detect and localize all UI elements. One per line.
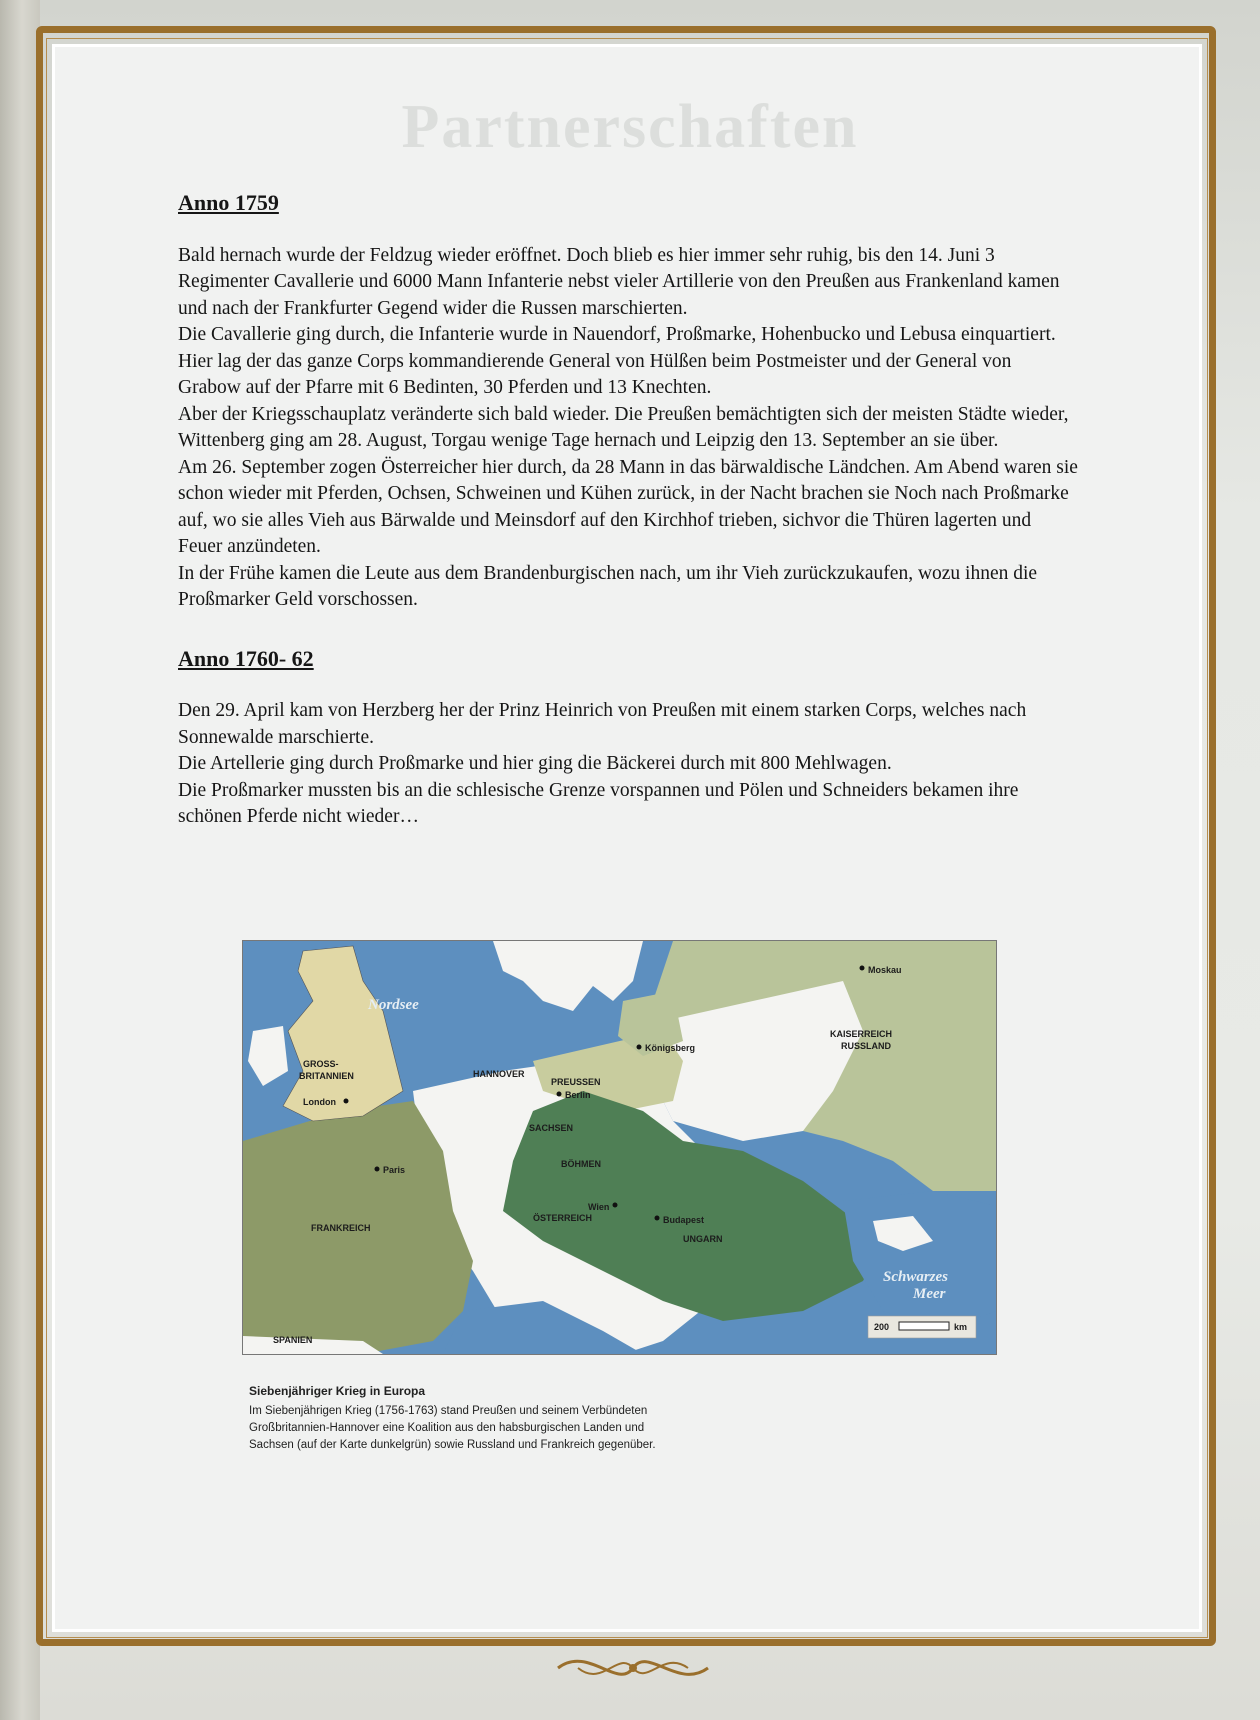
city-dot-koenigsberg [637,1045,642,1050]
map-label-spanien: SPANIEN [273,1335,313,1345]
map-label-oesterreich: ÖSTERREICH [533,1213,593,1223]
paragraph: Die Cavallerie ging durch, die Infanterie wurde in Nauendorf, Proßmarke, Hohenbucko und Lebusa einquartiert. Hier lag der das ganze Corps kommandierende General von Hülßen beim Postmeister und der General von Grabow auf der Pfarre mit 6 Bedinten, 30 Pferden und 13 Knechten. [178,324,1056,398]
section-1759 [178,190,1078,614]
map-label-boehmen: BÖHMEN [561,1159,601,1169]
section-1760-62 [178,646,1078,831]
map-caption [249,1383,1009,1454]
caption-line: Sachsen (auf der Karte dunkelgrün) sowie Russland und Frankreich gegenüber. [249,1439,656,1451]
map-label-gb-1: GROSS- [303,1059,339,1069]
map-label-nordsee: Nordsee [368,997,419,1013]
map-label-kaiserreich-1: KAISERREICH [830,1029,893,1039]
europe-map-figure [242,940,997,1370]
map-label-koenigsberg: Königsberg [645,1043,696,1053]
paragraph: Den 29. April kam von Herzberg her der Prinz Heinrich von Preußen mit einem starken Corps, welches nach Sonnewalde marschierte. [178,700,1027,748]
seven-years-war-map [243,941,996,1354]
paragraph: Am 26. September zogen Österreicher hier durch, da 28 Mann in das bärwaldische Ländchen. Am Abend waren sie schon wieder mit Pferden, Ochsen, Schweinen und Kühen zurück, in der Nacht brachen sie Noch nach Proßmarke auf, wo sie alles Vieh aus Bärwalde und Meinsdorf auf den Kirchhof trieben, sichvor die Thüren lagerten und Feuer anzündeten. [178,456,1078,557]
paragraph: In der Frühe kamen die Leute aus dem Brandenburgischen nach, um ihr Vieh zurückzukaufen, wozu ihnen die Proßmarker Geld vorschossen. [178,562,1038,610]
scale-bar [899,1322,949,1330]
city-dot-budapest [655,1216,660,1221]
map-label-frankreich: FRANKREICH [311,1223,371,1233]
map-label-budapest: Budapest [663,1215,705,1225]
caption-line: Im Siebenjährigen Krieg (1756-1763) stand Preußen und seinem Verbündeten [249,1405,648,1417]
caption-line: Großbritannien-Hannover eine Koalition aus den habsburgischen Landen und [249,1422,645,1434]
map-label-kaiserreich-2: RUSSLAND [841,1041,892,1051]
city-dot-berlin [557,1092,562,1097]
map-label-berlin: Berlin [565,1090,591,1100]
map-label-hannover: HANNOVER [473,1069,525,1079]
section-heading: Anno 1760- 62 [178,645,314,671]
map-label-schwarzes-2: Meer [913,1286,946,1302]
faded-page-title: Partnerschaften [401,93,859,161]
scale-label-left: 200 [874,1322,890,1332]
map-label-moskau: Moskau [868,965,902,975]
paragraph: Die Artellerie ging durch Proßmarke und hier ging die Bäckerei durch mit 800 Mehlwagen. [178,753,892,774]
flourish-ornament-icon [548,1640,718,1696]
map-label-ungarn: UNGARN [683,1234,723,1244]
city-dot-paris [375,1167,380,1172]
map-label-schwarzes-1: Schwarzes [883,1269,949,1285]
paragraph: Aber der Kriegsschauplatz veränderte sich bald wieder. Die Preußen bemächtigten sich der meisten Städte wieder, Wittenberg ging am 28. August, Torgau wenige Tage hernach und Leipzig den 13. September an sie über. [178,403,1069,451]
paragraph: Die Proßmarker mussten bis an die schlesische Grenze vorspannen und Pölen und Schneiders bekamen ihre schönen Pferde nicht wieder… [178,779,1019,827]
paragraph: Bald hernach wurde der Feldzug wieder eröffnet. Doch blieb es hier immer sehr ruhig, bis den 14. Juni 3 Regimenter Cavallerie und 6000 Mann Infanterie nebst vieler Artillerie von den Preußen aus Frankenland kamen und nach der Frankfurter Gegend wider die Russen marschierten. [178,244,1060,319]
map-label-preussen: PREUSSEN [551,1077,601,1087]
city-dot-wien [613,1203,618,1208]
scale-label-right: km [954,1322,968,1332]
map-label-sachsen: SACHSEN [529,1123,574,1133]
map-label-london: London [303,1097,336,1107]
map-label-paris: Paris [383,1165,406,1175]
city-dot-london [344,1099,349,1104]
book-spine [0,0,40,1720]
map-frame [242,940,997,1355]
caption-title: Siebenjähriger Krieg in Europa [249,1384,426,1398]
map-label-wien: Wien [588,1202,610,1212]
city-dot-moskau [860,966,865,971]
document-body [178,190,1078,831]
map-label-gb-2: BRITANNIEN [299,1071,354,1081]
section-heading: Anno 1759 [178,190,279,215]
